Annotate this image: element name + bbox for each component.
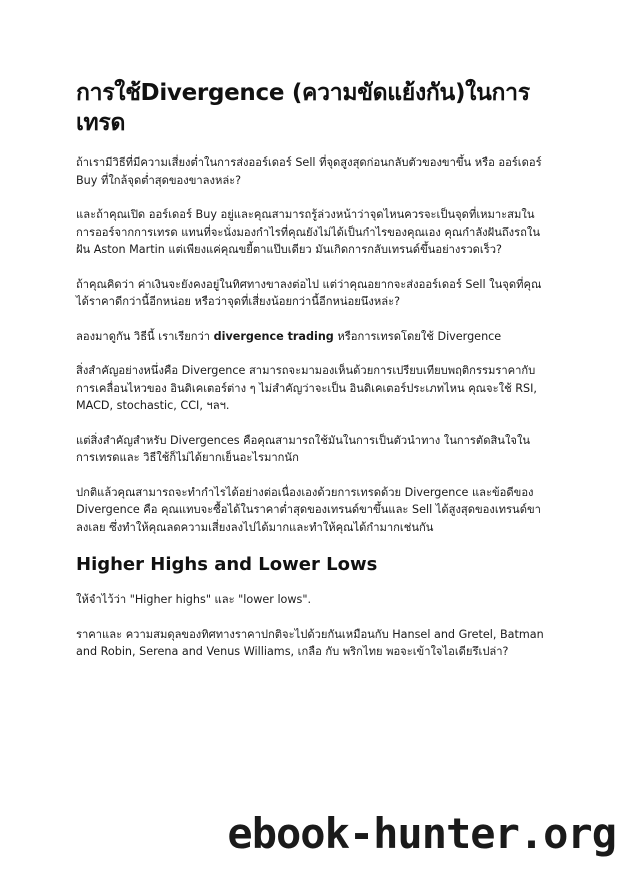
intro-paragraph — [76, 328, 546, 346]
paragraph: ถ้าคุณคิดว่า ค่าเงินจะยังคงอยู่ในทิศทางขาลงต่อไป แต่ว่าคุณอยากจะส่งออร์เดอร์ Sell ในจุดที่คุณได้ราคาดีกว่านี้อีกหน่อย หรือว่าจุดที่เสี่ยงน้อยกว่านี้อีกหน่อยนึงหล่ะ? — [76, 277, 542, 308]
intro-text-before: ลองมาดูกัน วิธีนี้ เราเรียกว่า — [76, 329, 214, 343]
page-title: การใช้Divergence (ความขัดแย้งกัน)ในการเทรด — [76, 80, 530, 136]
paragraph: และถ้าคุณเปิด ออร์เดอร์ Buy อยู่และคุณสามารถรู้ล่วงหน้าว่าจุดไหนควรจะเป็นจุดที่เหมาะสมในการออร์จากการเทรด แทนที่จะนั่งมองกำไรที่คุณยังไม่ได้เป็นกำไรของคุณเอง คุณกำลังฝันถึงรถในฝัน Aston Martin แต่เพียงแค่คุณขยี้ตาแป๊บเดียว มันเกิดการกลับเทรนด์ขึ้นอย่างรวดเร็ว? — [76, 208, 540, 256]
intro-bold-term: divergence trading — [213, 329, 334, 343]
paragraph: ราคาและ ความสมดุลของทิศทางราคาปกติจะไปด้วยกันเหมือนกับ Hansel and Gretel, Batman and Robin, Serena and Venus Williams, เกลือ กับ พริกไทย พอจะเข้าใจไอเดียรึเปล่า? — [76, 627, 544, 658]
document-content — [76, 78, 546, 678]
watermark-text: ebook-hunter.org — [227, 809, 616, 858]
paragraph: ถ้าเรามีวิธีที่มีความเสี่ยงต่ำในการส่งออร์เดอร์ Sell ที่จุดสูงสุดก่อนกลับตัวของขาขึ้น หรือ ออร์เดอร์ Buy ที่ใกล้จุดต่ำสุดของขาลงหล่ะ? — [76, 156, 542, 187]
section-heading: Higher Highs and Lower Lows — [76, 554, 378, 575]
paragraph: ปกติแล้วคุณสามารถจะทำกำไรได้อย่างต่อเนื่องเองด้วยการเทรดด้วย Divergence และข้อดีของ Divergence คือ คุณแทบจะซื้อได้ในราคาต่ำสุดของเทรนด์ขาขึ้นและ Sell ได้สูงสุดของเทรนด์ขาลงเลย ซึ่งทำให้คุณลดความเสี่ยงลงไปได้มากและทำให้คุณได้กำมากเช่นกัน — [76, 485, 541, 534]
paragraph: แต่สิ่งสำคัญสำหรับ Divergences คือคุณสามารถใช้มันในการเป็นตัวนำทาง ในการตัดสินใจในการเทรดและ วิธีใช้ก็ไม่ได้ยากเย็นอะไรมากนัก — [76, 433, 531, 464]
intro-text-after: หรือการเทรดโดยใช้ Divergence — [333, 329, 502, 343]
paragraph: ให้จำไว้ว่า "Higher highs" และ "lower lows". — [76, 593, 312, 606]
paragraph: สิ่งสำคัญอย่างหนึ่งคือ Divergence สามารถจะมามองเห็นด้วยการเปรียบเทียบพฤติกรรมราคากับ การเคลื่อนไหวของ อินดิเคเตอร์ต่าง ๆ ไม่สำคัญว่าจะเป็น อินดิเคเตอร์ประเภทไหน คุณจะใช้ RSI, MACD, stochastic, CCI, ฯลฯ. — [76, 364, 537, 412]
